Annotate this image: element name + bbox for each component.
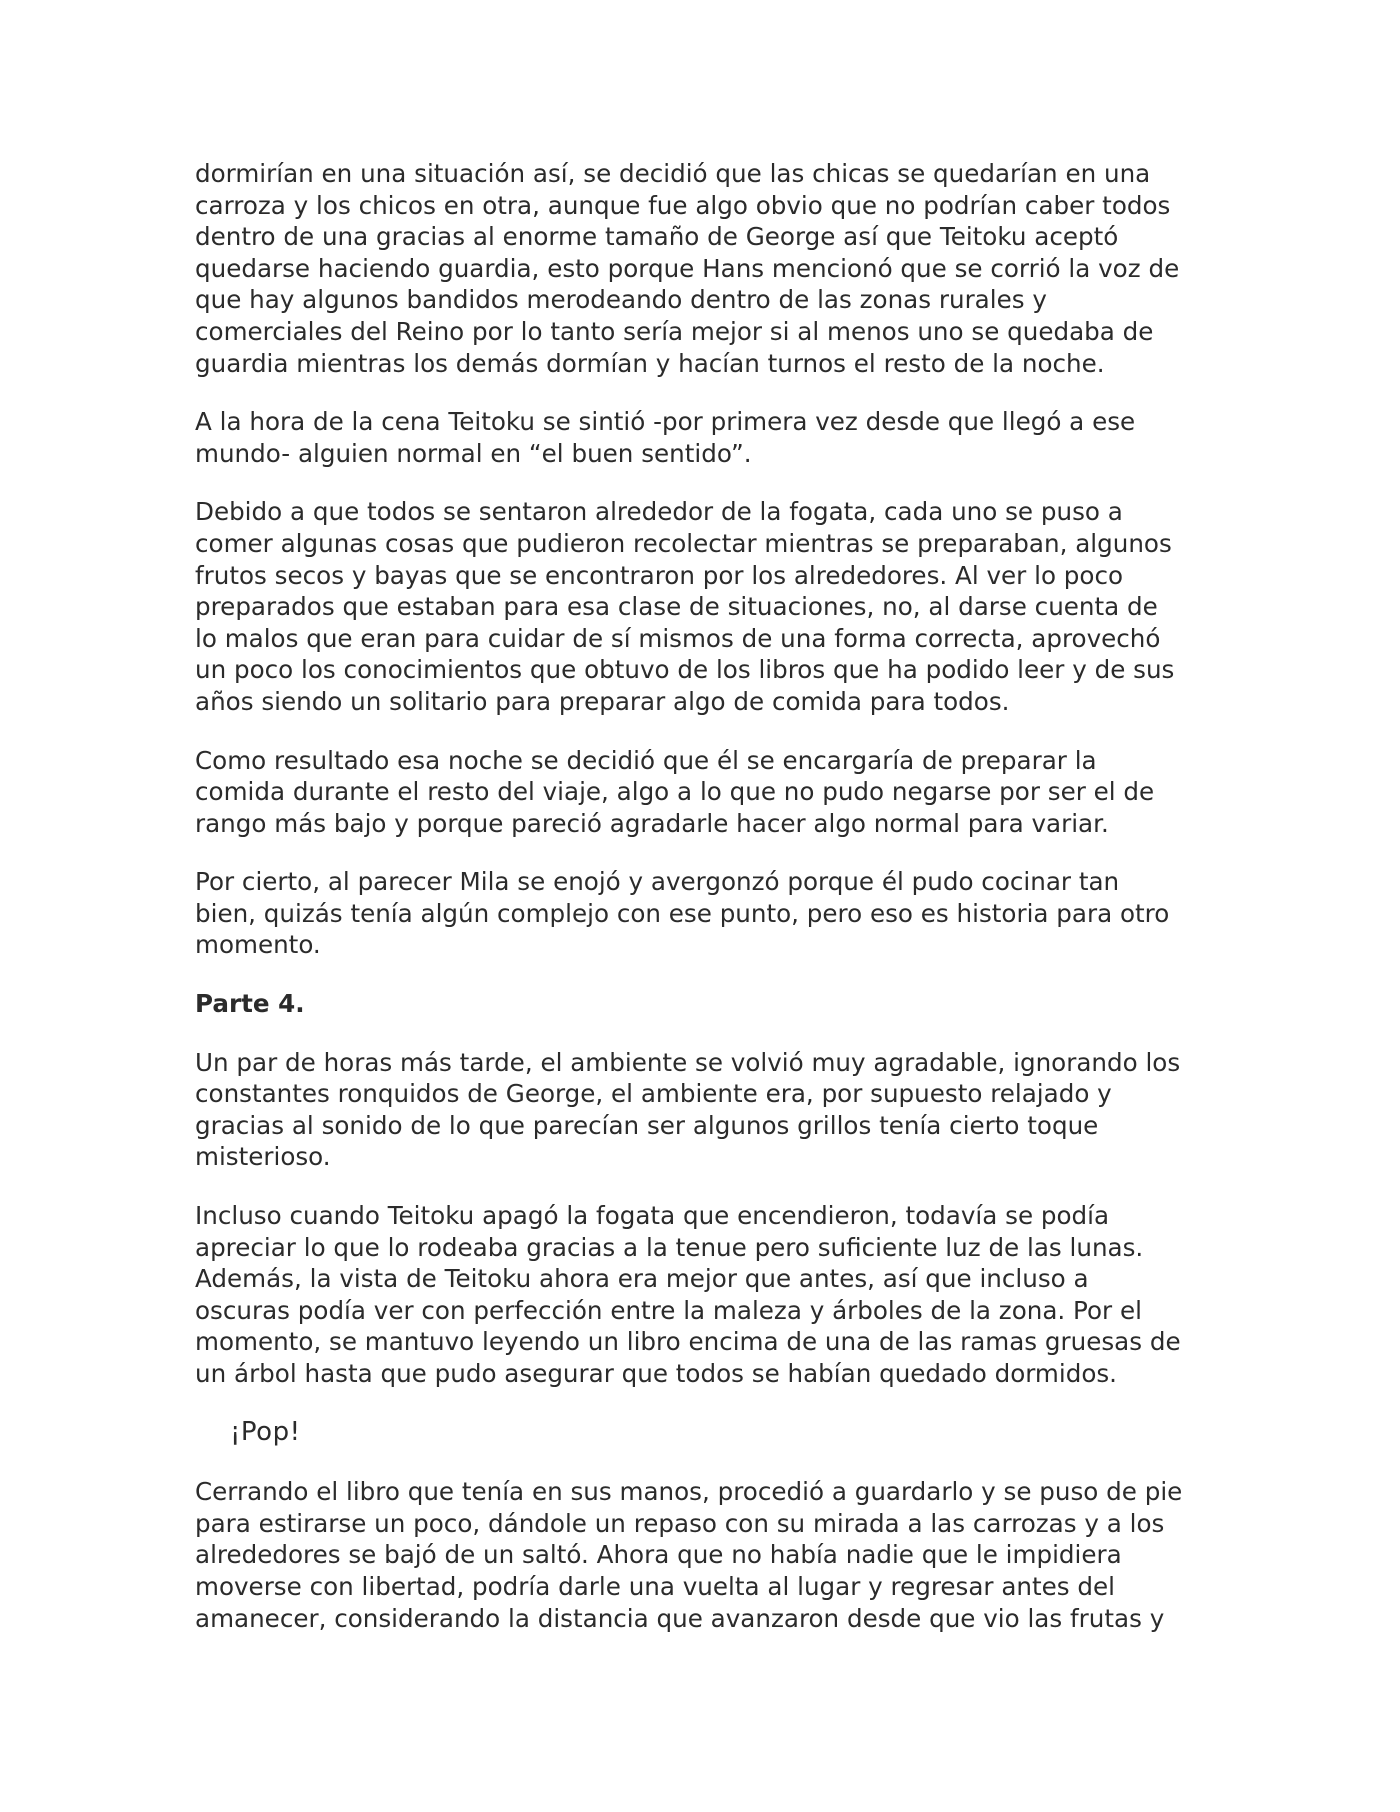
paragraph: dormirían en una situación así, se decidió que las chicas se quedarían en una carroza y los chicos en otra, aunque fue algo obvio que no podrían caber todos dentro de una gracias al enorme tamaño de George así que Teitoku aceptó quedarse haciendo guardia, esto porque Hans mencionó que se corrió la voz de que hay algunos bandidos merodeando dentro de las zonas rurales y comerciales del Reino por lo tanto sería mejor si al menos uno se quedaba de guardia mientras los demás dormían y hacían turnos el resto de la noche. xyxy=(195,159,1180,378)
paragraph: Debido a que todos se sentaron alrededor de la fogata, cada uno se puso a comer algunas cosas que pudieron recolectar mientras se preparaban, algunos frutos secos y bayas que se encontraron por los alrededores. Al ver lo poco preparados que estaban para esa clase de situaciones, no, al darse cuenta de lo malos que eran para cuidar de sí mismos de una forma correcta, aprovechó un poco los conocimientos que obtuvo de los libros que ha podido leer y de sus años siendo un solitario para preparar algo de comida para todos. xyxy=(195,497,1175,716)
paragraph: Por cierto, al parecer Mila se enojó y avergonzó porque él pudo cocinar tan bien, quizás tenía algún complejo con ese punto, pero eso es historia para otro momento. xyxy=(195,867,1170,960)
paragraph: Un par de horas más tarde, el ambiente se volvió muy agradable, ignorando los constantes ronquidos de George, el ambiente era, por supuesto relajado y gracias al sonido de lo que parecían ser algunos grillos tenía cierto toque misterioso. xyxy=(195,1047,1181,1172)
paragraph: Como resultado esa noche se decidió que él se encargaría de preparar la comida durante el resto del viaje, algo a lo que no pudo negarse por ser el de rango más bajo y porque pareció agradarle hacer algo normal para variar. xyxy=(195,745,1155,838)
paragraph: Incluso cuando Teitoku apagó la fogata que encendieron, todavía se podía apreciar lo que lo rodeaba gracias a la tenue pero suficiente luz de las lunas. Además, la vista de Teitoku ahora era mejor que antes, así que incluso a oscuras podía ver con perfección entre la maleza y árboles de la zona. Por el momento, se mantuvo leyendo un libro encima de una de las ramas gruesas de un árbol hasta que pudo asegurar que todos se habían quedado dormidos. xyxy=(195,1201,1181,1388)
document-page xyxy=(195,158,1225,1661)
final-paragraph: Cerrando el libro que tenía en sus manos, procedió a guardarlo y se puso de pie para estirarse un poco, dándole un repaso con su mirada a las carrozas y a los alrededores se bajó de un saltó. Ahora que no había nadie que le impidiera moverse con libertad, podría darle una vuelta al lugar y regresar antes del amanecer, considerando la distancia que avanzaron desde que vio las frutas y xyxy=(195,1477,1183,1633)
sound-effect: ¡Pop! xyxy=(230,1416,301,1447)
paragraph: A la hora de la cena Teitoku se sintió -por primera vez desde que llegó a ese mundo- alguien normal en “el buen sentido”. xyxy=(195,407,1136,468)
section-heading: Parte 4. xyxy=(195,989,305,1019)
